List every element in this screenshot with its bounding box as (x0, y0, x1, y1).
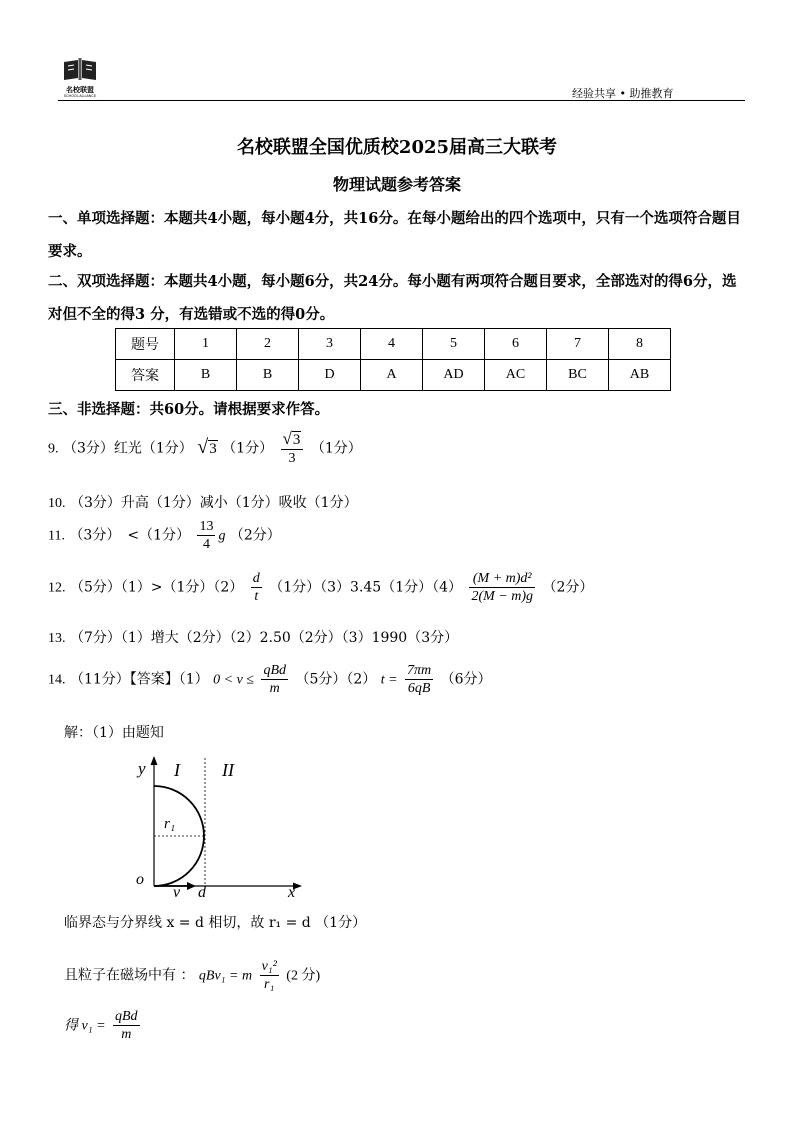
question-number: 13. (48, 631, 66, 646)
table-cell: 8 (609, 329, 671, 360)
solution-text: 且粒子在磁场中有 ： (64, 967, 195, 984)
label-origin: o (136, 871, 144, 888)
math-variable: g (218, 528, 226, 544)
answer-q12 (48, 570, 593, 605)
fraction (261, 662, 288, 697)
sqrt-arg: 3 (209, 440, 217, 457)
answer-text: （2分） (229, 527, 281, 544)
header-divider (58, 100, 745, 101)
fraction-numerator: 7πm (407, 663, 432, 678)
table-header-cell: 题号 (116, 329, 175, 360)
fraction-denominator: 2(M − m)g (471, 589, 534, 604)
table-cell: AC (485, 360, 547, 391)
answer-text: （5分）（2） (295, 671, 377, 688)
fraction-numerator: qBd (114, 1009, 138, 1024)
fraction (197, 518, 215, 553)
fraction (113, 1008, 140, 1043)
fraction-numerator: √3 (281, 430, 304, 450)
y-arrow-icon (151, 756, 158, 765)
fraction-numerator: 13 (199, 519, 214, 534)
header-slogan: 经验共享 • 助推教育 (572, 87, 674, 100)
fraction-denominator: r₁ (264, 977, 275, 992)
table-cell: 3 (299, 329, 361, 360)
answer-text: （3分） <（1分） (69, 527, 190, 544)
school-logo (58, 58, 102, 98)
section-non-choice: 三、非选择题：共60分。请根据要求作答。 (48, 401, 330, 418)
answer-text: （2分） (542, 579, 594, 596)
section-double-choice: 二、双项选择题：本题共4小题，每小题6分，共24分。每小题有两项符合题目要求，全部选对的得6分，选对但不全的得3 分，有选错或不选的得0分。 (48, 273, 737, 323)
solution-line-3 (64, 1008, 143, 1043)
answer-text: （1分） (222, 440, 274, 457)
fraction (260, 958, 279, 993)
logo-name: 名校联盟 (66, 86, 94, 94)
answer-text: （6分） (440, 671, 492, 688)
answer-q13 (48, 627, 458, 647)
answer-text: （3分）升高（1分）减小（1分）吸收（1分） (69, 495, 358, 511)
math-equation: qBv₁ = m (198, 968, 253, 984)
label-r1: r₁ (164, 816, 176, 832)
fraction (469, 570, 535, 605)
table-row-answers (116, 360, 671, 391)
label-v: v (173, 884, 181, 901)
answer-q14 (48, 662, 492, 697)
question-number: 10. (48, 496, 66, 511)
label-x: x (288, 884, 296, 901)
table-cell: B (175, 360, 237, 391)
label-d: d (198, 884, 206, 901)
answer-text: （1分） (310, 440, 362, 457)
fraction (281, 430, 304, 467)
answer-q10 (48, 492, 358, 512)
answer-text: （3分）红光（1分） (62, 440, 193, 457)
fraction (251, 570, 262, 605)
label-region-1: I (174, 760, 180, 780)
answer-text: （11分）【答案】（1） (69, 671, 209, 688)
table-header-cell: 答案 (116, 360, 175, 391)
table-cell: AD (423, 360, 485, 391)
logo-subtitle: SCHOOL ALLIANCE (63, 94, 97, 98)
section-single-choice: 一、单项选择题：本题共4小题，每小题4分，共16分。在每小题给出的四个选项中，只有一个选项符合题目要求。 (48, 210, 741, 260)
fraction-denominator: 4 (202, 537, 210, 552)
fraction-numerator: (M + m)d² (469, 570, 535, 588)
math-equation: 得 v₁ = (64, 1018, 106, 1034)
answer-q9 (48, 430, 362, 467)
question-number: 12. (48, 580, 66, 596)
question-number: 11. (48, 528, 65, 544)
table-cell: 1 (175, 329, 237, 360)
table-cell: A (361, 360, 423, 391)
table-cell: AB (609, 360, 671, 391)
label-y: y (138, 759, 146, 778)
table-cell: D (299, 360, 361, 391)
fraction-numerator: v₁² (261, 959, 277, 974)
label-region-2: II (222, 760, 234, 780)
math-inequality: 0 < v ≤ (213, 672, 254, 688)
fraction-denominator: 6qB (407, 681, 431, 696)
question-number: 14. (48, 672, 66, 688)
answer-table (115, 328, 671, 391)
fraction-denominator: m (121, 1027, 132, 1042)
table-cell: 2 (237, 329, 299, 360)
question-number: 9. (48, 441, 59, 457)
solution-line-2 (64, 958, 320, 993)
table-cell: B (237, 360, 299, 391)
fraction-denominator: 3 (288, 451, 296, 466)
velocity-arrow-icon (187, 882, 196, 890)
answer-q11 (48, 518, 281, 553)
answer-text: （1分）（3）3.45（1分）（4） (269, 579, 463, 596)
book-logo-icon (62, 58, 98, 82)
fraction-denominator: m (269, 681, 280, 696)
answer-text: （5分）（1）>（1分）（2） (69, 579, 244, 596)
fraction-denominator: t (254, 589, 259, 604)
table-cell: BC (547, 360, 609, 391)
table-cell: 5 (423, 329, 485, 360)
table-row-numbers (116, 329, 671, 360)
sqrt-arg: 3 (292, 432, 301, 448)
trajectory-diagram (130, 752, 310, 902)
solution-intro: 解：（1）由题知 (64, 725, 164, 741)
fraction-numerator: d (252, 571, 260, 586)
math-equation: t = (380, 672, 398, 688)
solution-score: (2 分) (286, 968, 321, 984)
fraction-numerator: qBd (263, 663, 287, 678)
table-cell: 4 (361, 329, 423, 360)
answer-text: （7分）（1）增大（2分）（2）2.50（2分）（3）1990（3分） (69, 630, 459, 646)
table-cell: 6 (485, 329, 547, 360)
sqrt-expression: √3 (197, 435, 217, 458)
fraction (405, 662, 433, 697)
page-subtitle: 物理试题参考答案 (332, 175, 461, 194)
table-cell: 7 (547, 329, 609, 360)
page-title: 名校联盟全国优质校2025届高三大联考 (236, 137, 558, 158)
solution-line-1: 临界态与分界线 x = d 相切，故 r₁ = d （1分） (64, 915, 367, 931)
